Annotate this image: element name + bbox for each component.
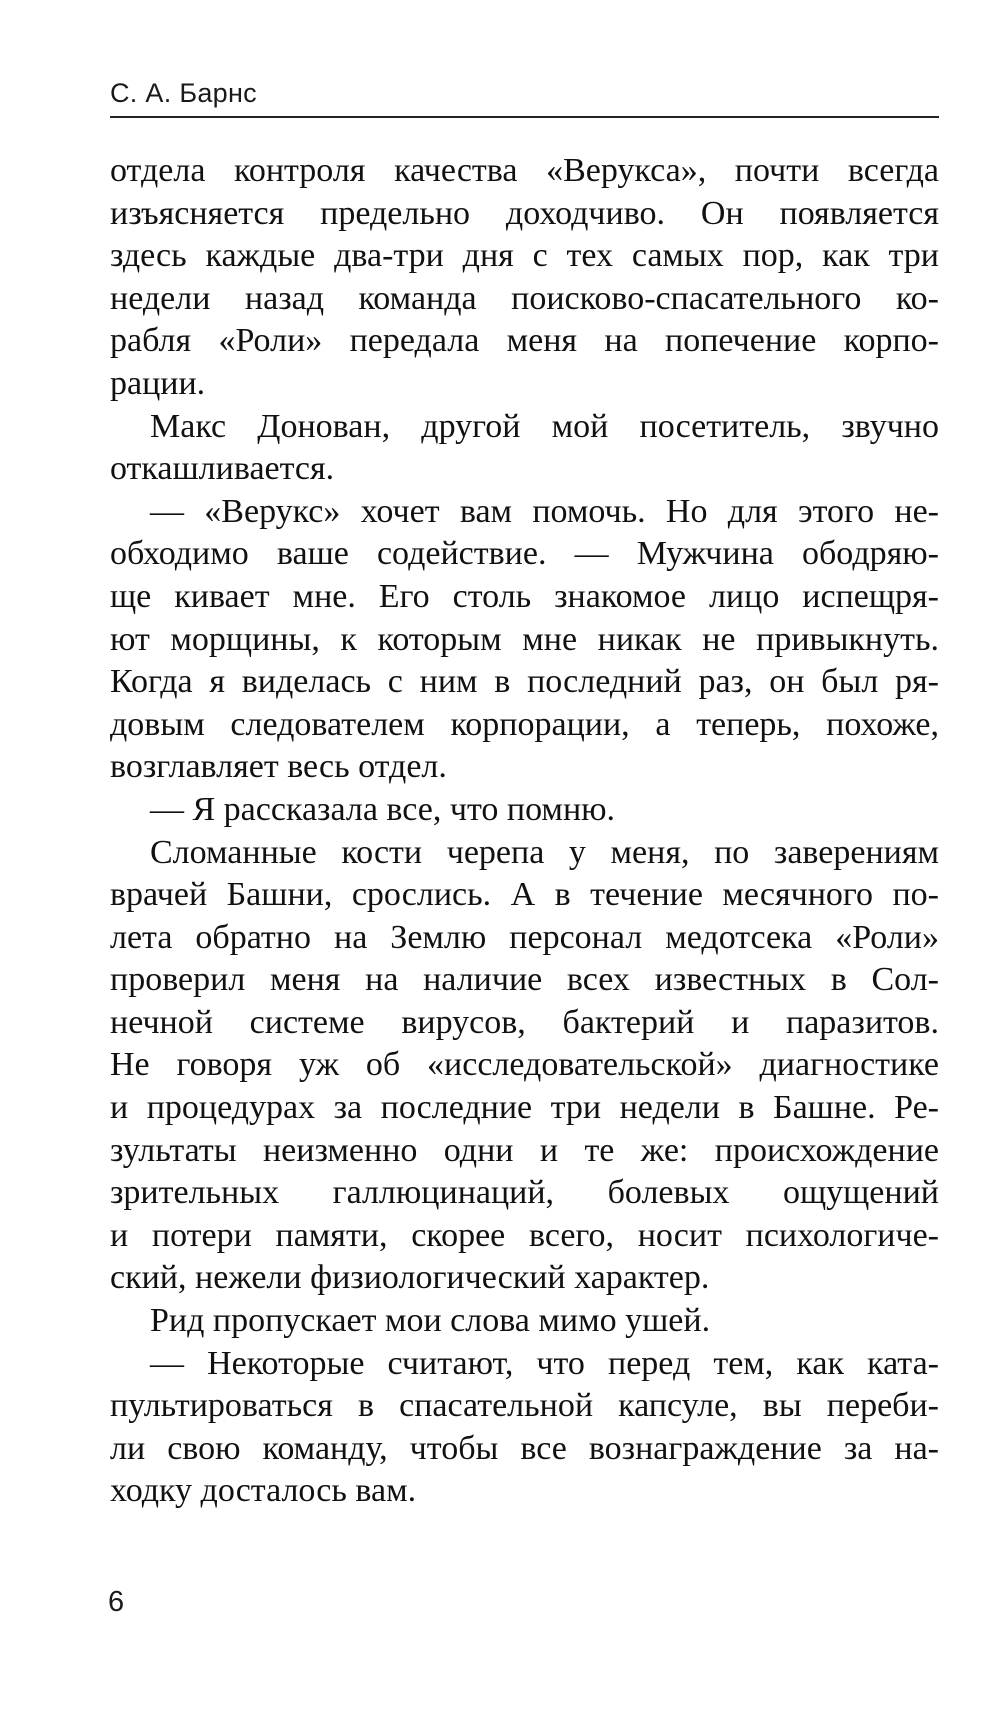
text-line: и потери памяти, скорее всего, носит психологиче- [110,1216,939,1254]
paragraph [110,1343,939,1513]
text-line: — Некоторые считают, что перед тем, как ката- [150,1344,939,1382]
text-line: лета обратно на Землю персонал медотсека «Роли» [110,918,939,956]
text-line: недели назад команда поисково-спасательного ко- [110,279,939,317]
text-line: ский, нежели физиологический характер. [110,1259,710,1297]
text-line: ли свою команду, чтобы все вознаграждение за на- [110,1429,939,1467]
text-line: откашливается. [110,450,335,488]
text-line: зрительных галлюцинаций, болевых ощущений [110,1174,939,1212]
paragraph [110,1300,939,1343]
text-line: Когда я виделась с ним в последний раз, он был ря- [110,663,939,701]
text-line: Не говоря уж об «исследовательской» диагностике [110,1046,939,1084]
text-line: обходимо ваше содействие. — Мужчина ободряю- [110,535,939,573]
text-line: Сломанные кости черепа у меня, по заверениям [150,833,939,871]
paragraph [110,789,939,832]
paragraph [110,832,939,1301]
text-line: ют морщины, к которым мне никак не привыкнуть. [110,620,939,658]
text-line: зультаты неизменно одни и те же: происхождение [110,1131,939,1169]
text-line: ще кивает мне. Его столь знакомое лицо испещря- [110,577,939,615]
body-text [110,150,939,1513]
header-rule [110,116,939,118]
text-line: — Я рассказала все, что помню. [150,790,616,828]
text-line: нечной системе вирусов, бактерий и паразитов. [110,1003,939,1041]
text-line: ходку досталось вам. [110,1472,417,1510]
paragraph [110,406,939,491]
text-line: отдела контроля качества «Верукса», почти всегда [110,152,939,189]
text-line: Макс Донован, другой мой посетитель, звучно [150,407,939,445]
text-line: здесь каждые два-три дня с тех самых пор, как три [110,237,939,275]
text-line: возглавляет весь отдел. [110,748,447,786]
paragraph [110,150,939,406]
text-line: рабля «Роли» передала меня на попечение корпо- [110,322,939,360]
text-line: — «Верукс» хочет вам помочь. Но для этого не- [150,492,939,530]
text-line: рации. [110,364,206,402]
page-number: 6 [108,1586,125,1618]
text-line: проверил меня на наличие всех известных в Сол- [110,961,939,999]
paragraph [110,491,939,789]
text-line: и процедурах за последние три недели в Башне. Ре- [110,1089,939,1127]
text-line: изъясняется предельно доходчиво. Он появляется [110,194,939,232]
text-line: пультироваться в спасательной капсуле, вы переби- [110,1387,939,1425]
text-line: врачей Башни, срослись. А в течение месячного по- [110,876,939,914]
text-line: Рид пропускает мои слова мимо ушей. [150,1302,711,1340]
text-line: довым следователем корпорации, а теперь, похоже, [110,705,939,743]
running-head-author: С. А. Барнс [110,78,257,108]
